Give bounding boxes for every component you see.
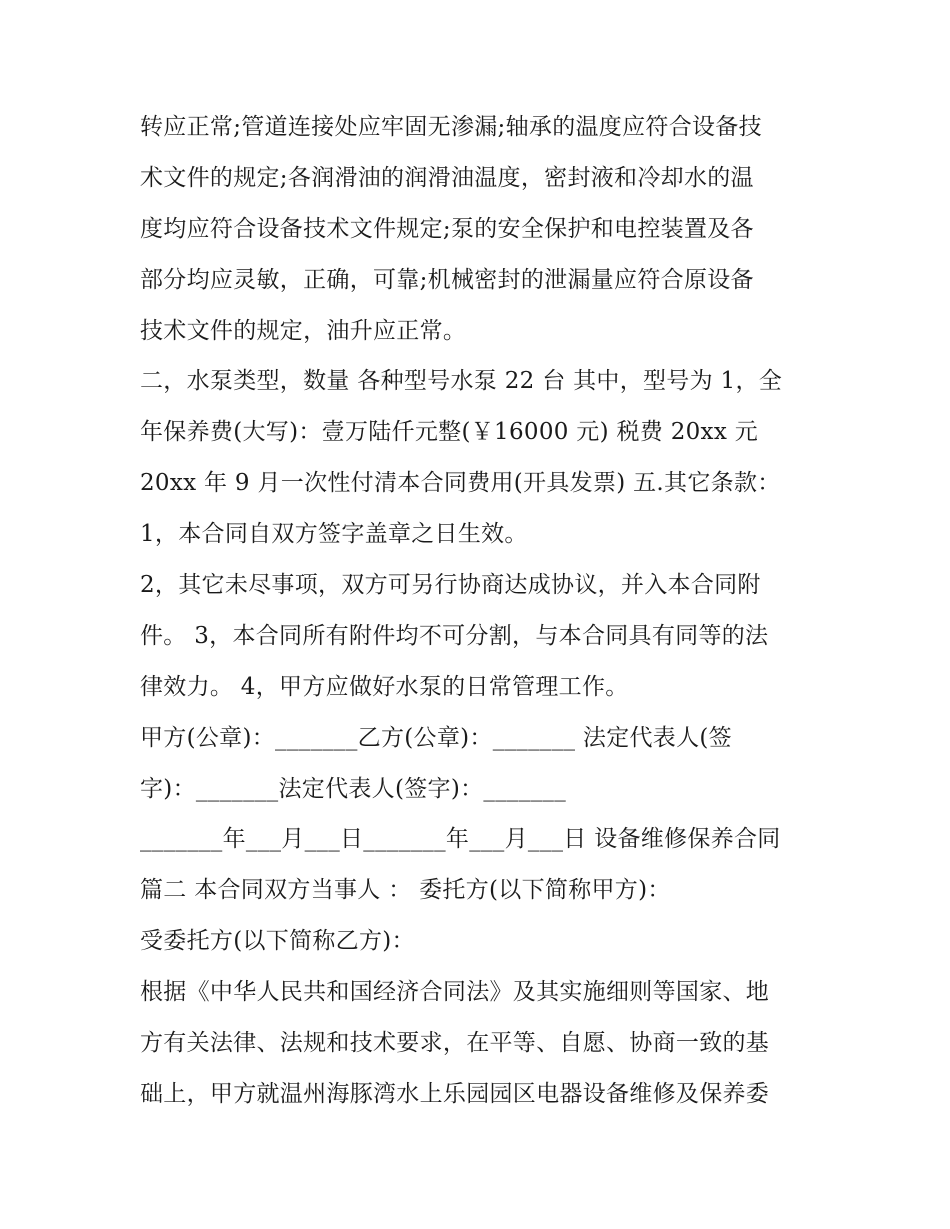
document-body: [140, 102, 820, 1120]
text-line: 年保养费(大写)：壹万陆仟元整(￥16000 元) 税费 20xx 元: [140, 419, 759, 446]
text-line: 受委托方(以下简称乙方)：: [140, 928, 415, 955]
signature-line: 字)：_______法定代表人(签字)：_______: [140, 775, 567, 802]
text-line: 二，水泵类型，数量 各种型号水泵 22 台 其中，型号为 1，全: [140, 368, 783, 395]
text-line: 度均应符合设备技术文件规定;泵的安全保护和电控装置及各: [140, 215, 754, 242]
text-line: 1，本合同自双方签字盖章之日生效。: [140, 521, 528, 548]
text-line: 2，其它未尽事项，双方可另行协商达成协议，并入本合同附: [140, 572, 761, 599]
date-line: _______年___月___日_______年___月___日 设备维修保养合同: [140, 826, 781, 853]
text-line: 方有关法律、法规和技术要求，在平等、自愿、协商一致的基: [140, 1030, 770, 1057]
text-line: 20xx 年 9 月一次性付清本合同费用(开具发票) 五.其它条款：: [140, 470, 781, 497]
text-line: 律效力。 4，甲方应做好水泵的日常管理工作。: [140, 673, 629, 700]
signature-line: 甲方(公章)：_______乙方(公章)：_______ 法定代表人(签: [140, 724, 732, 751]
text-line: 件。 3，本合同所有附件均不可分割，与本合同具有同等的法: [140, 622, 769, 649]
text-line: 技术文件的规定，油升应正常。: [140, 317, 467, 344]
text-line: 部分均应灵敏，正确，可靠;机械密封的泄漏量应符合原设备: [140, 266, 754, 293]
text-line: 根据《中华人民共和国经济合同法》及其实施细则等国家、地: [140, 979, 770, 1006]
text-line: 篇二 本合同双方当事人 ： 委托方(以下简称甲方)：: [140, 877, 671, 904]
text-line: 术文件的规定;各润滑油的润滑油温度，密封液和冷却水的温: [140, 164, 754, 191]
text-line: 础上，甲方就温州海豚湾水上乐园园区电器设备维修及保养委: [140, 1080, 770, 1107]
text-line: 转应正常;管道连接处应牢固无渗漏;轴承的温度应符合设备技: [140, 114, 762, 140]
